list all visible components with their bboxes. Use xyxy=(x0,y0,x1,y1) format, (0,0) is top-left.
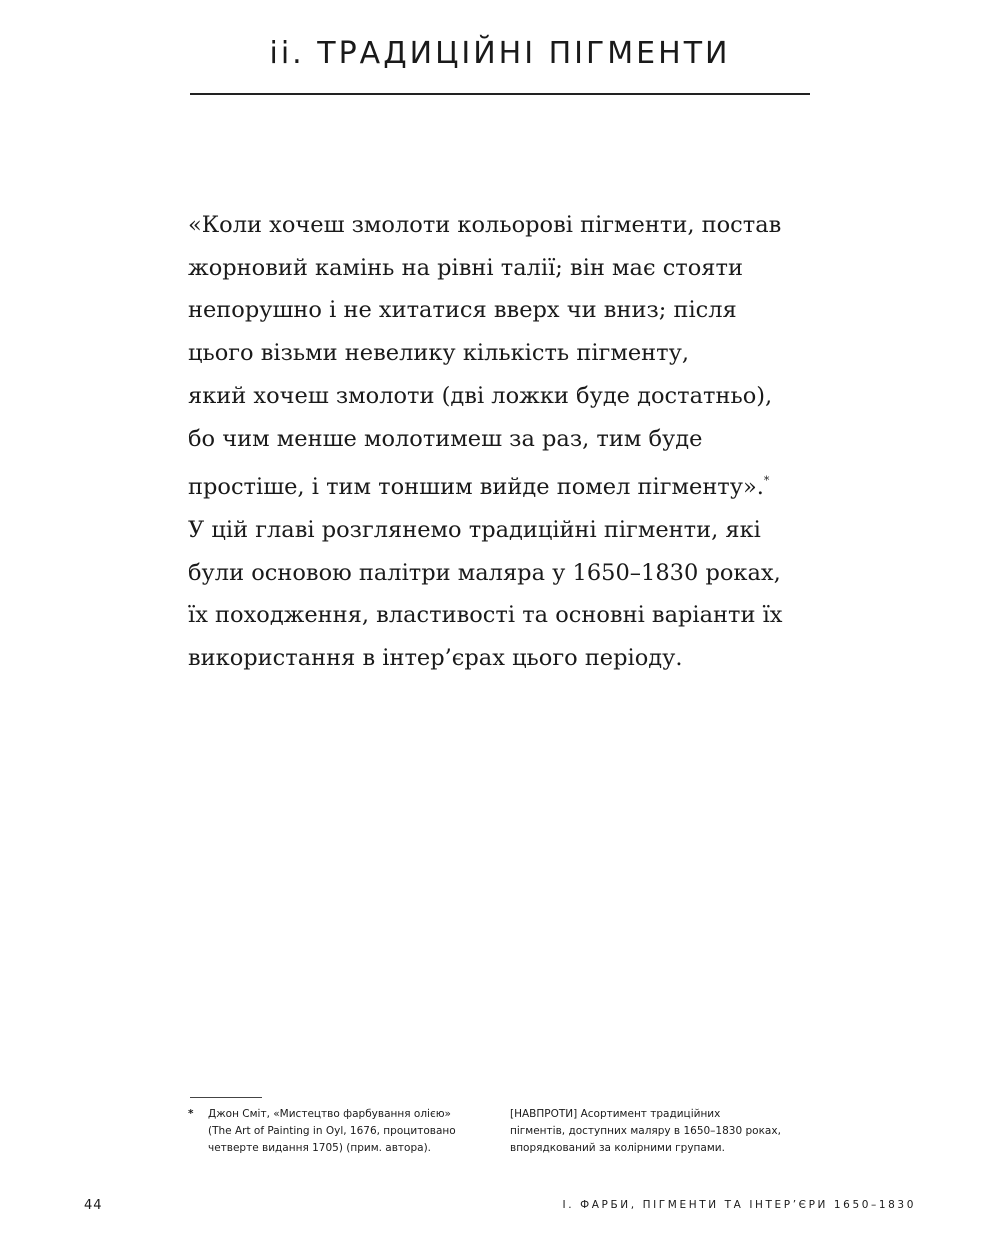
body-line: який хочеш змолоти (дві ложки буде достатньо), xyxy=(188,382,773,409)
body-line: були основою палітри маляра у 1650–1830 роках, xyxy=(188,559,781,586)
body-line: бо чим менше молотимеш за раз, тим буде xyxy=(188,425,703,452)
footnote-text: Джон Сміт, «Мистецтво фарбування олією» xyxy=(208,1108,451,1120)
body-line: У цій главі розглянемо традиційні пігменти, які xyxy=(188,516,761,543)
caption-line: [НАВПРОТИ] Асортимент традиційних xyxy=(510,1108,721,1120)
footnote-line xyxy=(188,1106,478,1123)
body-line-text: простіше, і тим тоншим вийде помел пігменту». xyxy=(188,474,764,501)
footnote-mark: * xyxy=(188,1108,194,1120)
running-title: I. ФАРБИ, ПІГМЕНТИ ТА ІНТЕР’ЄРИ 1650–1830 xyxy=(562,1199,916,1211)
page-number: 44 xyxy=(84,1198,103,1213)
body-line: цього візьми невелику кількість пігменту, xyxy=(188,340,689,367)
chapter-title: ii. ТРАДИЦІЙНІ ПІГМЕНТИ xyxy=(269,36,731,71)
footnote-line: (The Art of Painting in Oyl, 1676, процитовано xyxy=(208,1125,456,1137)
caption-line: пігментів, доступних маляру в 1650–1830 роках, xyxy=(510,1125,781,1137)
body-line: жорновий камінь на рівні талії; він має стояти xyxy=(188,254,743,281)
image-caption xyxy=(510,1106,820,1157)
quote-end-line xyxy=(188,460,828,509)
body-line: непорушно і не хитатися вверх чи вниз; після xyxy=(188,297,737,324)
epigraph-and-intro xyxy=(188,204,828,680)
footnote-rule xyxy=(190,1097,262,1098)
body-line: використання в інтер’єрах цього періоду. xyxy=(188,645,683,672)
title-rule xyxy=(190,93,810,95)
footnote-reference[interactable]: * xyxy=(763,474,770,488)
body-line: «Коли хочеш змолоти кольорові пігменти, постав xyxy=(188,212,782,238)
footnote-source xyxy=(188,1106,478,1157)
footnote-line: четверте видання 1705) (прим. автора). xyxy=(208,1142,431,1154)
body-line: їх походження, властивості та основні варіанти їх xyxy=(188,602,783,629)
caption-line: впорядкований за колірними групами. xyxy=(510,1142,725,1154)
